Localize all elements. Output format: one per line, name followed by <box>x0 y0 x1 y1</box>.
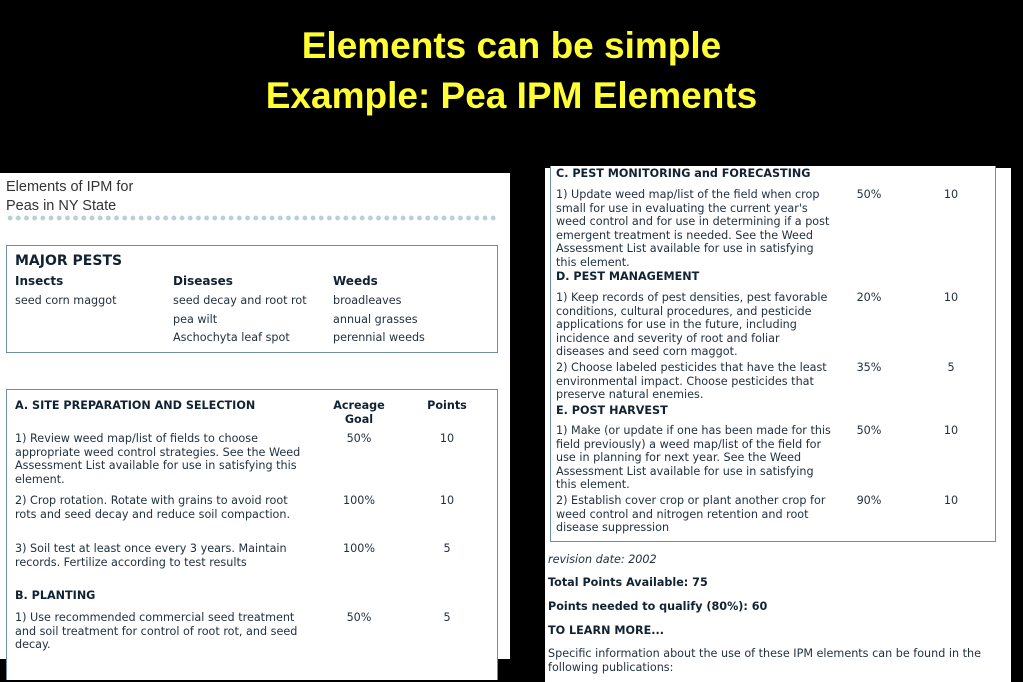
left-document-panel <box>0 173 510 659</box>
document-heading <box>6 178 206 216</box>
elements-table-continued <box>550 166 996 542</box>
major-pests-box <box>6 245 498 353</box>
element-a1-points: 10 <box>439 432 455 445</box>
element-e1-text: 1) Make (or update if one has been made for this field previously) a weed map/list of the field for use in planning for next year. See the Weed Assessment List available for use in satisfying this element. <box>556 424 831 491</box>
element-e2-goal: 90% <box>856 494 882 507</box>
weed-item: perennial weeds <box>333 331 425 344</box>
disease-item: pea wilt <box>173 313 218 326</box>
heading-line2: Peas in NY State <box>6 198 117 214</box>
weed-item: broadleaves <box>333 294 402 307</box>
total-points: Total Points Available: 75 <box>548 576 708 589</box>
element-a2-text: 2) Crop rotation. Rotate with grains to avoid root rots and seed decay and reduce soil compaction. <box>15 494 291 521</box>
element-d2-text: 2) Choose labeled pesticides that have the least environmental impact. Choose pesticides that preserve natural enemies. <box>556 361 827 401</box>
section-b-title: B. PLANTING <box>15 589 96 602</box>
section-c-title: C. PEST MONITORING and FORECASTING <box>556 167 811 180</box>
element-b1-goal: 50% <box>346 611 372 624</box>
slide-title-line2: Example: Pea IPM Elements <box>265 75 758 116</box>
element-d1-points: 10 <box>943 291 959 304</box>
section-a-title: A. SITE PREPARATION AND SELECTION <box>15 399 256 412</box>
weeds-header: Weeds <box>333 274 378 288</box>
element-a2-points: 10 <box>439 494 455 507</box>
disease-item: Aschochyta leaf spot <box>173 331 290 344</box>
element-a1-text: 1) Review weed map/list of fields to choose appropriate weed control strategies. See the Weed Assessment List available for use in satisfying this element. <box>15 432 301 486</box>
element-a3-points: 5 <box>443 542 451 555</box>
specific-info-text: Specific information about the use of these IPM elements can be found in the following publications: <box>548 647 982 674</box>
element-a1-goal: 50% <box>346 432 372 445</box>
element-b1-points: 5 <box>443 611 451 624</box>
points-header: Points <box>427 399 467 412</box>
acreage-label: Acreage <box>333 399 385 412</box>
right-document-panel <box>545 168 1011 682</box>
learn-more-heading: TO LEARN MORE... <box>548 624 664 637</box>
element-d2-goal: 35% <box>856 361 882 374</box>
major-pests-title: MAJOR PESTS <box>15 253 123 269</box>
section-d-title: D. PEST MANAGEMENT <box>556 270 700 283</box>
slide-title-line1: Elements can be simple <box>301 25 722 66</box>
element-d1-text: 1) Keep records of pest densities, pest favorable conditions, cultural procedures, and pesticide applications for use in the future, including incidence and severity of root and foliar diseases and seed corn maggot. <box>556 291 828 358</box>
element-c1-points: 10 <box>943 188 959 201</box>
element-a2-goal: 100% <box>343 494 375 507</box>
element-e2-text: 2) Establish cover crop or plant another crop for weed control and nitrogen retention and root disease suppression <box>556 494 826 534</box>
element-c1-text: 1) Update weed map/list of the field when crop small for use in evaluating the current year's weed control and for use in determining if a post emergent treatment is needed. See the Weed Assessment List available for use in satisfying this element. <box>556 188 830 269</box>
goal-label: Goal <box>344 412 374 426</box>
dotted-divider <box>6 215 496 221</box>
points-needed: Points needed to qualify (80%): 60 <box>548 600 768 613</box>
element-a3-text: 3) Soil test at least once every 3 years. Maintain records. Fertilize according to test results <box>15 542 287 569</box>
disease-item: seed decay and root rot <box>173 294 307 307</box>
section-e-title: E. POST HARVEST <box>556 404 668 417</box>
element-a3-goal: 100% <box>343 542 375 555</box>
element-e2-points: 10 <box>943 494 959 507</box>
insects-header: Insects <box>15 274 64 288</box>
revision-date: revision date: 2002 <box>548 553 657 566</box>
acreage-goal-header <box>319 399 399 426</box>
element-d1-goal: 20% <box>856 291 882 304</box>
heading-line1: Elements of IPM for <box>6 179 134 195</box>
diseases-header: Diseases <box>173 274 233 288</box>
element-b1-text: 1) Use recommended commercial seed treatment and soil treatment for control of root rot, and seed decay. <box>15 611 298 651</box>
element-c1-goal: 50% <box>856 188 882 201</box>
insect-item: seed corn maggot <box>15 294 117 307</box>
element-d2-points: 5 <box>947 361 955 374</box>
element-e1-goal: 50% <box>856 424 882 437</box>
weed-item: annual grasses <box>333 313 418 326</box>
elements-table-box <box>6 389 498 680</box>
element-e1-points: 10 <box>943 424 959 437</box>
